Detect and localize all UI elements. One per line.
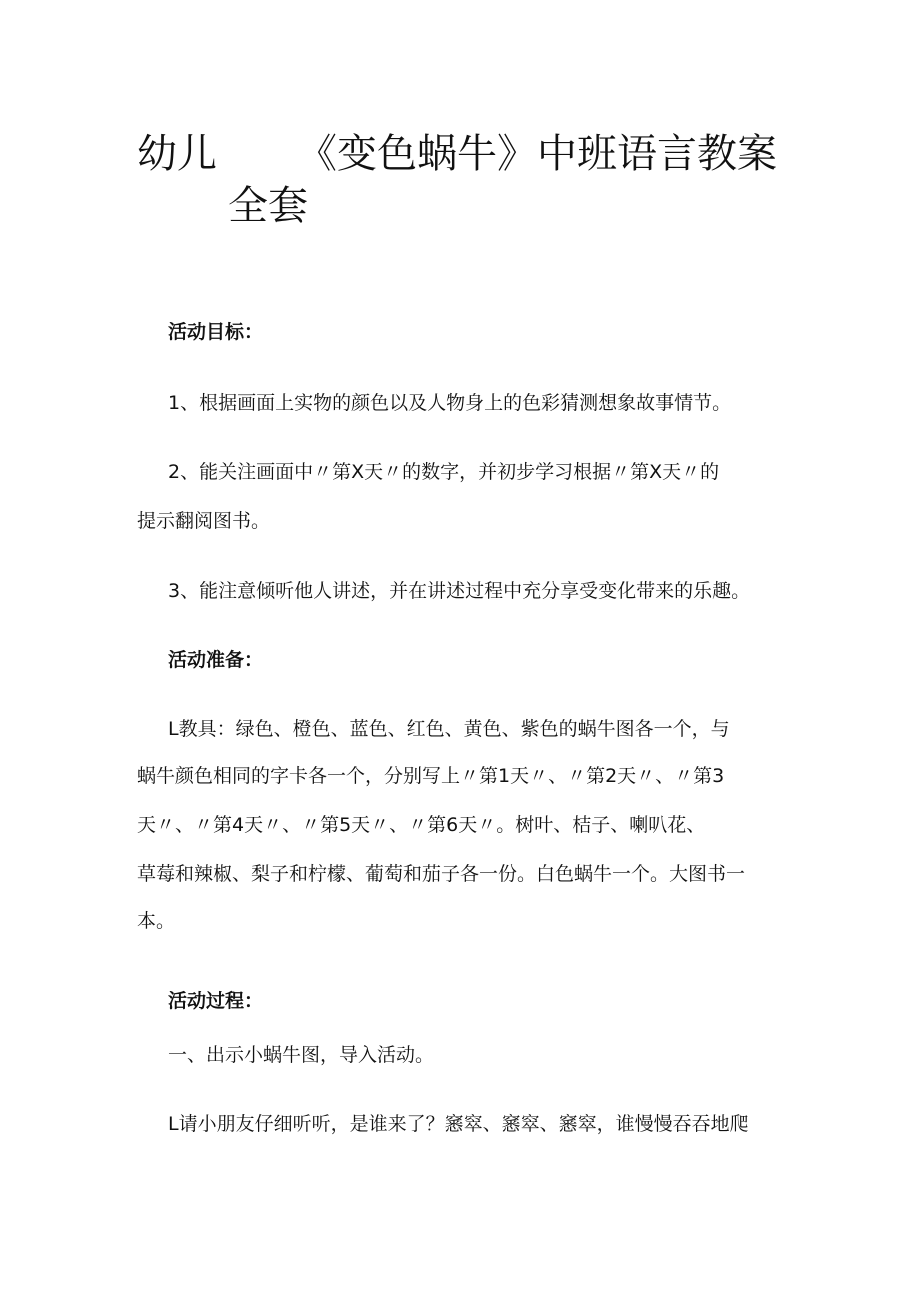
step-1: 一、出示小蜗牛图，导入活动。 xyxy=(168,1044,435,1066)
goals-heading: 活动目标： xyxy=(168,321,264,343)
goal-1: 1、根据画面上实物的颜色以及人物身上的色彩猜测想象故事情节。 xyxy=(168,392,732,414)
prep-line-4: 草莓和辣椒、梨子和柠檬、葡萄和茄子各一份。白色蜗牛一个。大图书一 xyxy=(137,863,746,885)
prep-heading: 活动准备： xyxy=(168,649,264,671)
goal-2-line-2: 提示翻阅图书。 xyxy=(137,510,271,532)
title-part-3: 全套 xyxy=(228,183,308,229)
goal-2-line-1: 2、能关注画面中〃第X天〃的数字，并初步学习根据〃第X天〃的 xyxy=(168,461,720,483)
prep-line-5: 本。 xyxy=(137,910,176,932)
title-part-1: 幼儿 xyxy=(137,131,217,177)
process-heading: 活动过程： xyxy=(168,990,264,1012)
prep-line-1: L教具：绿色、橙色、蓝色、红色、黄色、紫色的蜗牛图各一个，与 xyxy=(168,718,730,740)
step-1-line-1: L请小朋友仔细听听，是谁来了？窸窣、窸窣、窸窣，谁慢慢吞吞地爬 xyxy=(168,1113,749,1135)
prep-line-2: 蜗牛颜色相同的字卡各一个，分别写上〃第1天〃、〃第2天〃、〃第3 xyxy=(137,765,725,787)
prep-line-3: 天〃、〃第4天〃、〃第5天〃、〃第6天〃。树叶、桔子、喇叭花、 xyxy=(137,814,706,836)
goal-3: 3、能注意倾听他人讲述，并在讲述过程中充分享受变化带来的乐趣。 xyxy=(168,580,751,602)
title-part-2: 《变色蜗牛》中班语言教案 xyxy=(297,131,777,177)
document-title xyxy=(137,128,837,180)
